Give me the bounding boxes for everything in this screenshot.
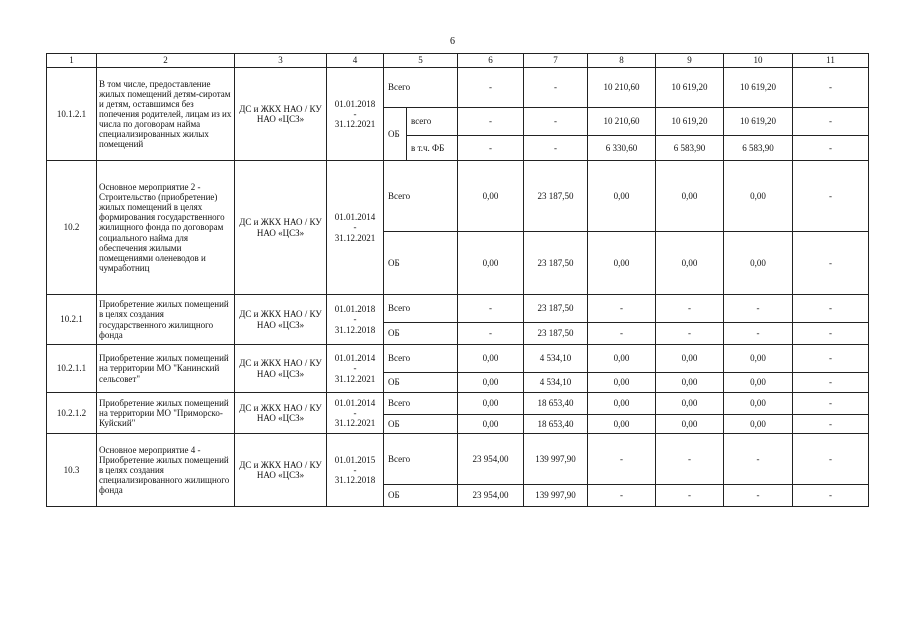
column-header: 1	[47, 54, 97, 68]
row-name: Основное мероприятие 4 - Приобретение жилых помещений в целях создания специализированного жилищного фонда	[97, 434, 235, 507]
value-cell: -	[793, 485, 869, 507]
value-cell: -	[793, 415, 869, 434]
value-cell: 0,00	[458, 393, 524, 415]
value-cell: -	[656, 434, 724, 485]
row-executor: ДС и ЖКХ НАО / КУ НАО «ЦСЗ»	[235, 68, 327, 161]
value-cell: 139 997,90	[524, 485, 588, 507]
value-cell: 6 583,90	[724, 136, 793, 161]
value-cell: 10 619,20	[724, 68, 793, 108]
funding-label: ОБ	[384, 323, 458, 345]
row-executor: ДС и ЖКХ НАО / КУ НАО «ЦСЗ»	[235, 295, 327, 345]
value-cell: -	[588, 323, 656, 345]
value-cell: -	[793, 161, 869, 232]
value-cell: -	[524, 136, 588, 161]
row-name: Приобретение жилых помещений на территории МО "Канинский сельсовет"	[97, 345, 235, 393]
row-period: 01.01.2015 - 31.12.2018	[327, 434, 384, 507]
row-executor: ДС и ЖКХ НАО / КУ НАО «ЦСЗ»	[235, 161, 327, 295]
row-name: В том числе, предоставление жилых помещений детям-сиротам и детям, оставшимся без попечения родителей, лицам из их числа по договорам найма специализированных жилых помещений	[97, 68, 235, 161]
value-cell: 0,00	[724, 345, 793, 373]
row-code: 10.2.1	[47, 295, 97, 345]
table-row	[47, 434, 869, 485]
value-cell: 0,00	[588, 345, 656, 373]
page-number: 6	[450, 36, 455, 47]
funding-group: ОБ	[384, 108, 407, 161]
row-period: 01.01.2014 - 31.12.2021	[327, 345, 384, 393]
value-cell: 4 534,10	[524, 345, 588, 373]
value-cell: -	[458, 136, 524, 161]
value-cell: 0,00	[656, 232, 724, 295]
funding-label: Всего	[384, 161, 458, 232]
row-code: 10.2.1.1	[47, 345, 97, 393]
value-cell: 0,00	[724, 393, 793, 415]
column-header: 4	[327, 54, 384, 68]
value-cell: -	[656, 323, 724, 345]
funding-label: Всего	[384, 345, 458, 373]
value-cell: 0,00	[458, 373, 524, 393]
value-cell: 10 210,60	[588, 68, 656, 108]
value-cell: 0,00	[458, 415, 524, 434]
row-period: 01.01.2014 - 31.12.2021	[327, 161, 384, 295]
row-executor: ДС и ЖКХ НАО / КУ НАО «ЦСЗ»	[235, 434, 327, 507]
column-header: 10	[724, 54, 793, 68]
value-cell: 10 619,20	[656, 108, 724, 136]
funding-label: Всего	[384, 295, 458, 323]
funding-label: Всего	[384, 434, 458, 485]
value-cell: 6 330,60	[588, 136, 656, 161]
value-cell: -	[458, 323, 524, 345]
value-cell: 0,00	[588, 415, 656, 434]
table-row	[47, 68, 869, 108]
value-cell: -	[793, 323, 869, 345]
column-header: 7	[524, 54, 588, 68]
value-cell: 0,00	[656, 373, 724, 393]
funding-label: ОБ	[384, 232, 458, 295]
value-cell: 139 997,90	[524, 434, 588, 485]
value-cell: 10 619,20	[656, 68, 724, 108]
value-cell: 0,00	[588, 393, 656, 415]
row-code: 10.2.1.2	[47, 393, 97, 434]
value-cell: 18 653,40	[524, 393, 588, 415]
value-cell: 0,00	[724, 161, 793, 232]
column-header: 3	[235, 54, 327, 68]
value-cell: -	[793, 393, 869, 415]
column-header: 11	[793, 54, 869, 68]
value-cell: 23 187,50	[524, 323, 588, 345]
value-cell: 0,00	[724, 232, 793, 295]
value-cell: 0,00	[724, 415, 793, 434]
value-cell: 0,00	[458, 161, 524, 232]
value-cell: -	[793, 136, 869, 161]
value-cell: -	[458, 68, 524, 108]
header-row	[47, 54, 869, 68]
value-cell: -	[458, 108, 524, 136]
value-cell: -	[458, 295, 524, 323]
funding-label: ОБ	[384, 373, 458, 393]
value-cell: -	[793, 108, 869, 136]
table-row	[47, 345, 869, 373]
value-cell: 0,00	[656, 415, 724, 434]
row-code: 10.1.2.1	[47, 68, 97, 161]
value-cell: -	[793, 68, 869, 108]
column-header: 8	[588, 54, 656, 68]
value-cell: 0,00	[588, 232, 656, 295]
value-cell: 0,00	[458, 345, 524, 373]
row-name: Приобретение жилых помещений в целях создания государственного жилищного фонда	[97, 295, 235, 345]
value-cell: 0,00	[656, 161, 724, 232]
value-cell: 18 653,40	[524, 415, 588, 434]
value-cell: -	[793, 434, 869, 485]
value-cell: -	[656, 485, 724, 507]
value-cell: -	[656, 295, 724, 323]
value-cell: 0,00	[458, 232, 524, 295]
value-cell: 4 534,10	[524, 373, 588, 393]
value-cell: 0,00	[656, 345, 724, 373]
row-executor: ДС и ЖКХ НАО / КУ НАО «ЦСЗ»	[235, 345, 327, 393]
value-cell: -	[793, 232, 869, 295]
value-cell: -	[793, 295, 869, 323]
row-period: 01.01.2018 - 31.12.2021	[327, 68, 384, 161]
value-cell: -	[724, 295, 793, 323]
row-period: 01.01.2018 - 31.12.2018	[327, 295, 384, 345]
value-cell: -	[724, 434, 793, 485]
value-cell: 23 187,50	[524, 161, 588, 232]
table-row	[47, 295, 869, 323]
value-cell: 0,00	[724, 373, 793, 393]
value-cell: -	[724, 485, 793, 507]
row-period: 01.01.2014 - 31.12.2021	[327, 393, 384, 434]
value-cell: 6 583,90	[656, 136, 724, 161]
value-cell: 10 619,20	[724, 108, 793, 136]
column-header: 2	[97, 54, 235, 68]
value-cell: 23 954,00	[458, 434, 524, 485]
value-cell: 0,00	[588, 373, 656, 393]
row-name: Основное мероприятие 2 - Строительство (приобретение) жилых помещений в целях формирования государственного жилищного фонда по договорам социального найма для обеспечения жилыми помещениями оленеводов и чумработниц	[97, 161, 235, 295]
value-cell: 23 187,50	[524, 232, 588, 295]
funding-label: в т.ч. ФБ	[407, 136, 458, 161]
value-cell: -	[588, 295, 656, 323]
column-header: 9	[656, 54, 724, 68]
funding-label: всего	[407, 108, 458, 136]
value-cell: -	[588, 434, 656, 485]
value-cell: -	[588, 485, 656, 507]
table-row	[47, 161, 869, 232]
funding-label: ОБ	[384, 485, 458, 507]
value-cell: 23 954,00	[458, 485, 524, 507]
value-cell: -	[524, 68, 588, 108]
value-cell: 0,00	[656, 393, 724, 415]
value-cell: 10 210,60	[588, 108, 656, 136]
row-executor: ДС и ЖКХ НАО / КУ НАО «ЦСЗ»	[235, 393, 327, 434]
column-header: 6	[458, 54, 524, 68]
row-name: Приобретение жилых помещений на территории МО "Приморско-Куйский"	[97, 393, 235, 434]
value-cell: -	[524, 108, 588, 136]
value-cell: 23 187,50	[524, 295, 588, 323]
row-code: 10.2	[47, 161, 97, 295]
value-cell: 0,00	[588, 161, 656, 232]
funding-label: ОБ	[384, 415, 458, 434]
value-cell: -	[793, 345, 869, 373]
funding-label: Всего	[384, 393, 458, 415]
column-header: 5	[384, 54, 458, 68]
funding-label: Всего	[384, 68, 458, 108]
value-cell: -	[793, 373, 869, 393]
table-row	[47, 393, 869, 415]
row-code: 10.3	[47, 434, 97, 507]
program-table	[46, 53, 869, 507]
value-cell: -	[724, 323, 793, 345]
